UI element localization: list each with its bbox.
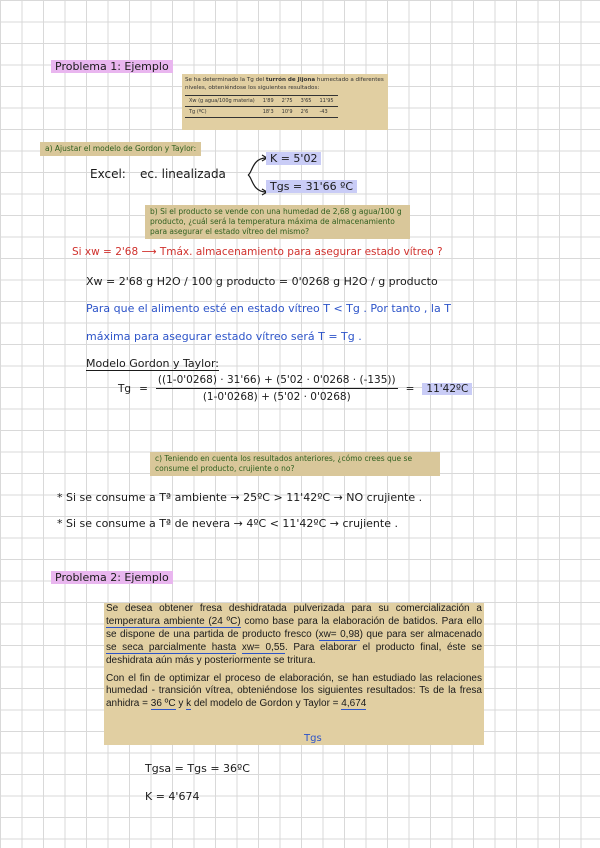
problem2-paragraph-2 xyxy=(106,673,482,712)
bullet-ambient: * Si se consume a Tª ambiente → 25ºC > 11'42ºC → NO crujiente . xyxy=(57,491,423,504)
table-cell: 2'75 xyxy=(281,98,293,104)
intro-prefix: Se ha determinado la Tg del xyxy=(185,77,266,83)
problem2-statement-box xyxy=(104,603,484,745)
excel-method: ec. linealizada xyxy=(140,167,226,181)
excel-label: Excel: xyxy=(90,167,126,181)
table-cell: 2'6 xyxy=(300,109,309,115)
table-row xyxy=(185,96,338,107)
intro-product: turrón de Jijona xyxy=(265,77,316,83)
problem2-paragraph-1 xyxy=(106,603,482,668)
p2-ts-value: 36 ºC xyxy=(150,698,176,710)
tgsa-line: Tgsa = Tgs = 36ºC xyxy=(145,762,250,775)
question-line: Si xw = 2'68 ⟶ Tmáx. almacenamiento para asegurar estado vítreo ? xyxy=(72,246,443,258)
problem1-intro-box xyxy=(182,74,388,130)
table-cell: 1'89 xyxy=(262,98,274,104)
tg-equation xyxy=(118,374,472,403)
p1-xw-fresh: xw= 0,98 xyxy=(318,628,360,640)
table-cell: -43 xyxy=(319,109,328,115)
tgs-value: Tgs = 31'66 ºC xyxy=(266,180,357,193)
part-a-label: a) Ajustar el modelo de Gordon y Taylor: xyxy=(40,142,201,156)
problem1-title: Problema 1: Ejemplo xyxy=(51,60,173,73)
p1-text-a: Se desea obtener fresa deshidratada pulverizada para su comercialización a xyxy=(106,603,482,614)
equation-denominator: (1-0'0268) + (5'02 · 0'0268) xyxy=(202,391,351,403)
part-b-label: b) Si el producto se vende con una humedad de 2,68 g agua/100 g producto, ¿cuál será la temperatura máxima de almacenamiento para asegurar el estado vítreo del mismo? xyxy=(145,205,410,239)
p1-text-c: ) que para ser almacenado xyxy=(359,628,482,640)
xw-conversion: Xw = 2'68 g H2O / 100 g producto = 0'0268 g H2O / g producto xyxy=(86,275,438,288)
equals-sign: = xyxy=(139,382,148,395)
p1-temperature: temperatura ambiente (24 ºC) xyxy=(106,615,241,627)
table-cell: Xw (g agua/100g materia) xyxy=(189,98,255,104)
tg-table xyxy=(185,95,338,118)
k-value: K = 5'02 xyxy=(266,152,321,165)
table-cell: Tg (ºC) xyxy=(189,109,207,115)
table-cell: 3'65 xyxy=(300,98,312,104)
tgs-note: Tgs xyxy=(304,733,322,744)
table-row xyxy=(185,107,338,118)
equals-sign: = xyxy=(405,382,415,395)
tg-label: Tg xyxy=(118,382,132,395)
p2-text-a: Con el fin de optimizar el proceso de elaboración, se han estudiado las relaciones humedad - transición vítrea, obteniéndose los siguientes resultados: Ts de la fresa anhidra = xyxy=(106,672,482,710)
k-line: K = 4'674 xyxy=(145,790,200,803)
table-cell: 18'3 xyxy=(262,109,274,115)
p2-text-b: y xyxy=(175,698,187,710)
model-title: Modelo Gordon y Taylor: xyxy=(86,357,219,370)
tg-result: 11'42ºC xyxy=(422,383,472,395)
equation-numerator: ((1-0'0268) · 31'66) + (5'02 · 0'0268 · (-135)) xyxy=(156,374,398,389)
table-cell: 11'95 xyxy=(319,98,334,104)
explanation-line-2: máxima para asegurar estado vítreo será T = Tg . xyxy=(86,330,362,343)
p1-xw-dried: xw= 0,55 xyxy=(241,641,285,653)
table-cell: 10'9 xyxy=(281,109,293,115)
p2-k-symbol: k xyxy=(186,698,192,710)
intro-suffix: humectado a diferentes niveles, obteniéndose los siguientes resultados: xyxy=(185,77,384,91)
bullet-fridge: * Si se consume a Tª de nevera → 4ºC < 11'42ºC → crujiente . xyxy=(57,517,398,530)
problem2-title: Problema 2: Ejemplo xyxy=(51,571,173,584)
p2-k-value: 4,674 xyxy=(341,698,367,710)
p1-text-d: . Para elaborar el producto final, éste se deshidrata aún más y posteriormente se tritura. xyxy=(106,641,483,666)
equation-fraction xyxy=(156,374,398,403)
p1-dried-partially: se seca parcialmente hasta xyxy=(106,641,237,653)
p2-text-c: del modelo de Gordon y Taylor = xyxy=(191,698,342,710)
p1-text-b: como base para la elaboración de batidos. Para ello se dispone de una partida de producto fresco ( xyxy=(106,615,483,640)
part-c-label: c) Teniendo en cuenta los resultados anteriores, ¿cómo crees que se consume el producto, crujiente o no? xyxy=(150,452,440,476)
explanation-line-1: Para que el alimento esté en estado vítreo T < Tg . Por tanto , la T xyxy=(86,302,451,315)
